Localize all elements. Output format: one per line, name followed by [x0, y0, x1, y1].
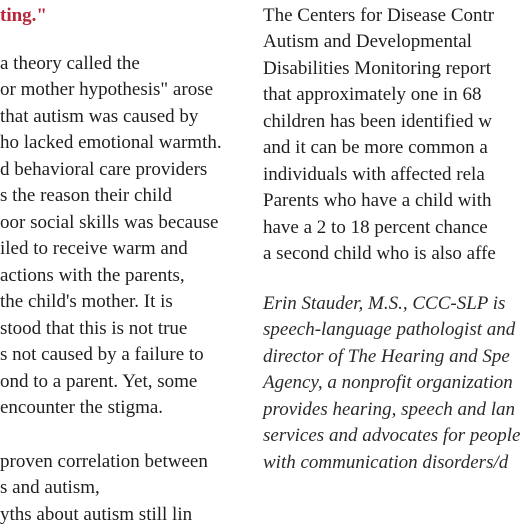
- text-line: or mother hypothesis" arose: [0, 79, 214, 100]
- right-column: [263, 0, 520, 512]
- text-line: a second child who is also affe: [263, 243, 496, 264]
- text-line: children has been identified w: [263, 111, 492, 132]
- text-line: that approximately one in 68: [263, 84, 482, 105]
- text-line: Autism and Developmental: [263, 31, 472, 52]
- text-line: Parents who have a child with: [263, 190, 492, 211]
- text-line: ho lacked emotional warmth.: [0, 132, 222, 153]
- text-line: The Centers for Disease Contr: [263, 5, 495, 26]
- text-line: d behavioral care providers: [0, 159, 208, 180]
- text-line: proven correlation between: [0, 451, 208, 472]
- text-line: actions with the parents,: [0, 265, 185, 286]
- text-line: and it can be more common a: [263, 137, 488, 158]
- bio-line: director of The Hearing and Spe: [263, 346, 510, 367]
- text-line: the child's mother. It is: [0, 291, 173, 312]
- bio-line: with communication disorders/d: [263, 452, 509, 473]
- text-line: yths about autism still lin: [0, 504, 193, 525]
- bio-line: speech-language pathologist and: [263, 319, 516, 340]
- text-line: stood that this is not true: [0, 318, 188, 339]
- text-line: oor social skills was because: [0, 212, 219, 233]
- bio-line: services and advocates for people: [263, 425, 520, 446]
- text-line: have a 2 to 18 percent chance: [263, 217, 488, 238]
- text-line: s and autism,: [0, 477, 100, 498]
- bio-line: Agency, a nonprofit organization: [263, 372, 513, 393]
- text-line: that autism was caused by: [0, 106, 199, 127]
- bio-line: provides hearing, speech and lan: [263, 399, 516, 420]
- text-line: ond to a parent. Yet, some: [0, 371, 198, 392]
- text-line: Disabilities Monitoring report: [263, 58, 491, 79]
- text-line: individuals with affected rela: [263, 164, 485, 185]
- text-line: a theory called the: [0, 53, 140, 74]
- text-line: iled to receive warm and: [0, 238, 188, 259]
- text-line: s not caused by a failure to: [0, 344, 204, 365]
- bio-line: Erin Stauder, M.S., CCC-SLP is: [263, 293, 506, 314]
- text-line: s the reason their child: [0, 185, 173, 206]
- left-column: [0, 0, 243, 525]
- text-line: encounter the stigma.: [0, 397, 164, 418]
- pull-quote-end: ting.": [0, 5, 47, 26]
